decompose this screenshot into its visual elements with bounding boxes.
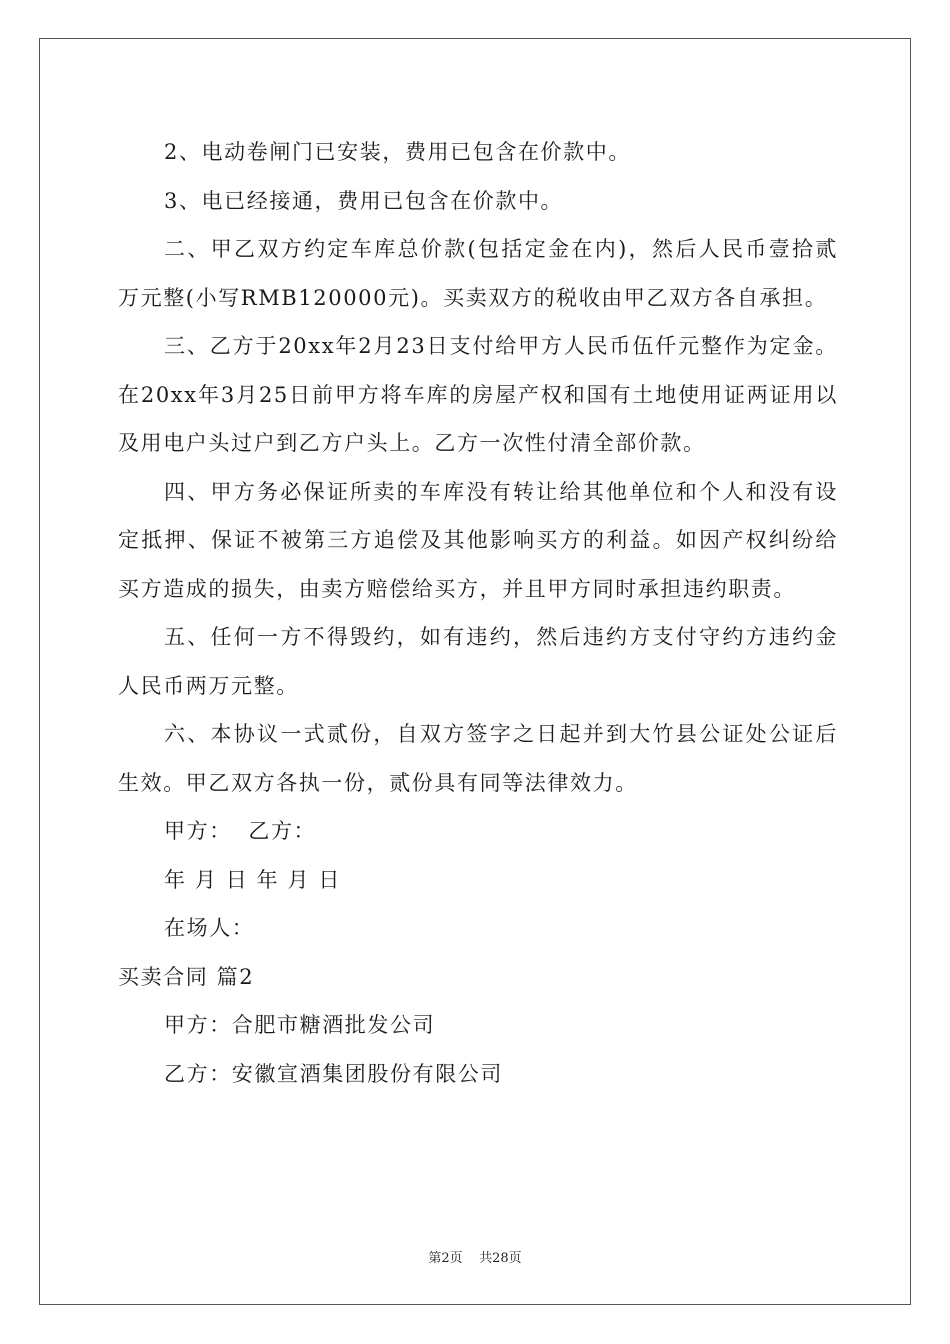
document-body — [118, 128, 838, 1098]
page-footer — [0, 1247, 950, 1266]
page-total: 共28页 — [479, 1251, 522, 1266]
paragraph-clause-3: 三、乙方于20xx年2月23日支付给甲方人民币伍仟元整作为定金。在20xx年3月25日前甲方将车库的房屋产权和国有土地使用证两证用以及用电户头过户到乙方户头上。乙方一次性付清全部价款。 — [118, 334, 838, 455]
paragraph-item-3: 3、电已经接通，费用已包含在价款中。 — [164, 188, 564, 213]
signature-dates: 年 月 日 年 月 日 — [164, 867, 341, 892]
paragraph-clause-5: 五、任何一方不得毁约，如有违约，然后违约方支付守约方违约金人民币两万元整。 — [118, 625, 838, 698]
paragraph-item-2: 2、电动卷闸门已安装，费用已包含在价款中。 — [164, 140, 631, 164]
paragraph-clause-6: 六、本协议一式贰份，自双方签字之日起并到大竹县公证处公证后生效。甲乙双方各执一份，贰份具有同等法律效力。 — [118, 722, 838, 795]
paragraph-clause-4: 四、甲方务必保证所卖的车库没有转让给其他单位和个人和没有设定抵押、保证不被第三方追偿及其他影响买方的利益。如因产权纠纷给买方造成的损失，由卖方赔偿给买方，并且甲方同时承担违约职责。 — [118, 479, 838, 601]
signature-witness: 在场人： — [164, 916, 255, 940]
party-b-line: 乙方：安徽宣酒集团股份有限公司 — [164, 1061, 503, 1086]
page-number: 第2页 — [428, 1251, 463, 1266]
party-a-line: 甲方：合肥市糖酒批发公司 — [164, 1013, 436, 1037]
signature-parties: 甲方： 乙方： — [164, 819, 317, 843]
section-heading: 买卖合同 篇2 — [118, 964, 255, 989]
paragraph-clause-2: 二、甲乙双方约定车库总价款(包括定金在内)，然后人民币壹拾贰万元整(小写RMB120000元)。买卖双方的税收由甲乙双方各自承担。 — [118, 237, 838, 310]
